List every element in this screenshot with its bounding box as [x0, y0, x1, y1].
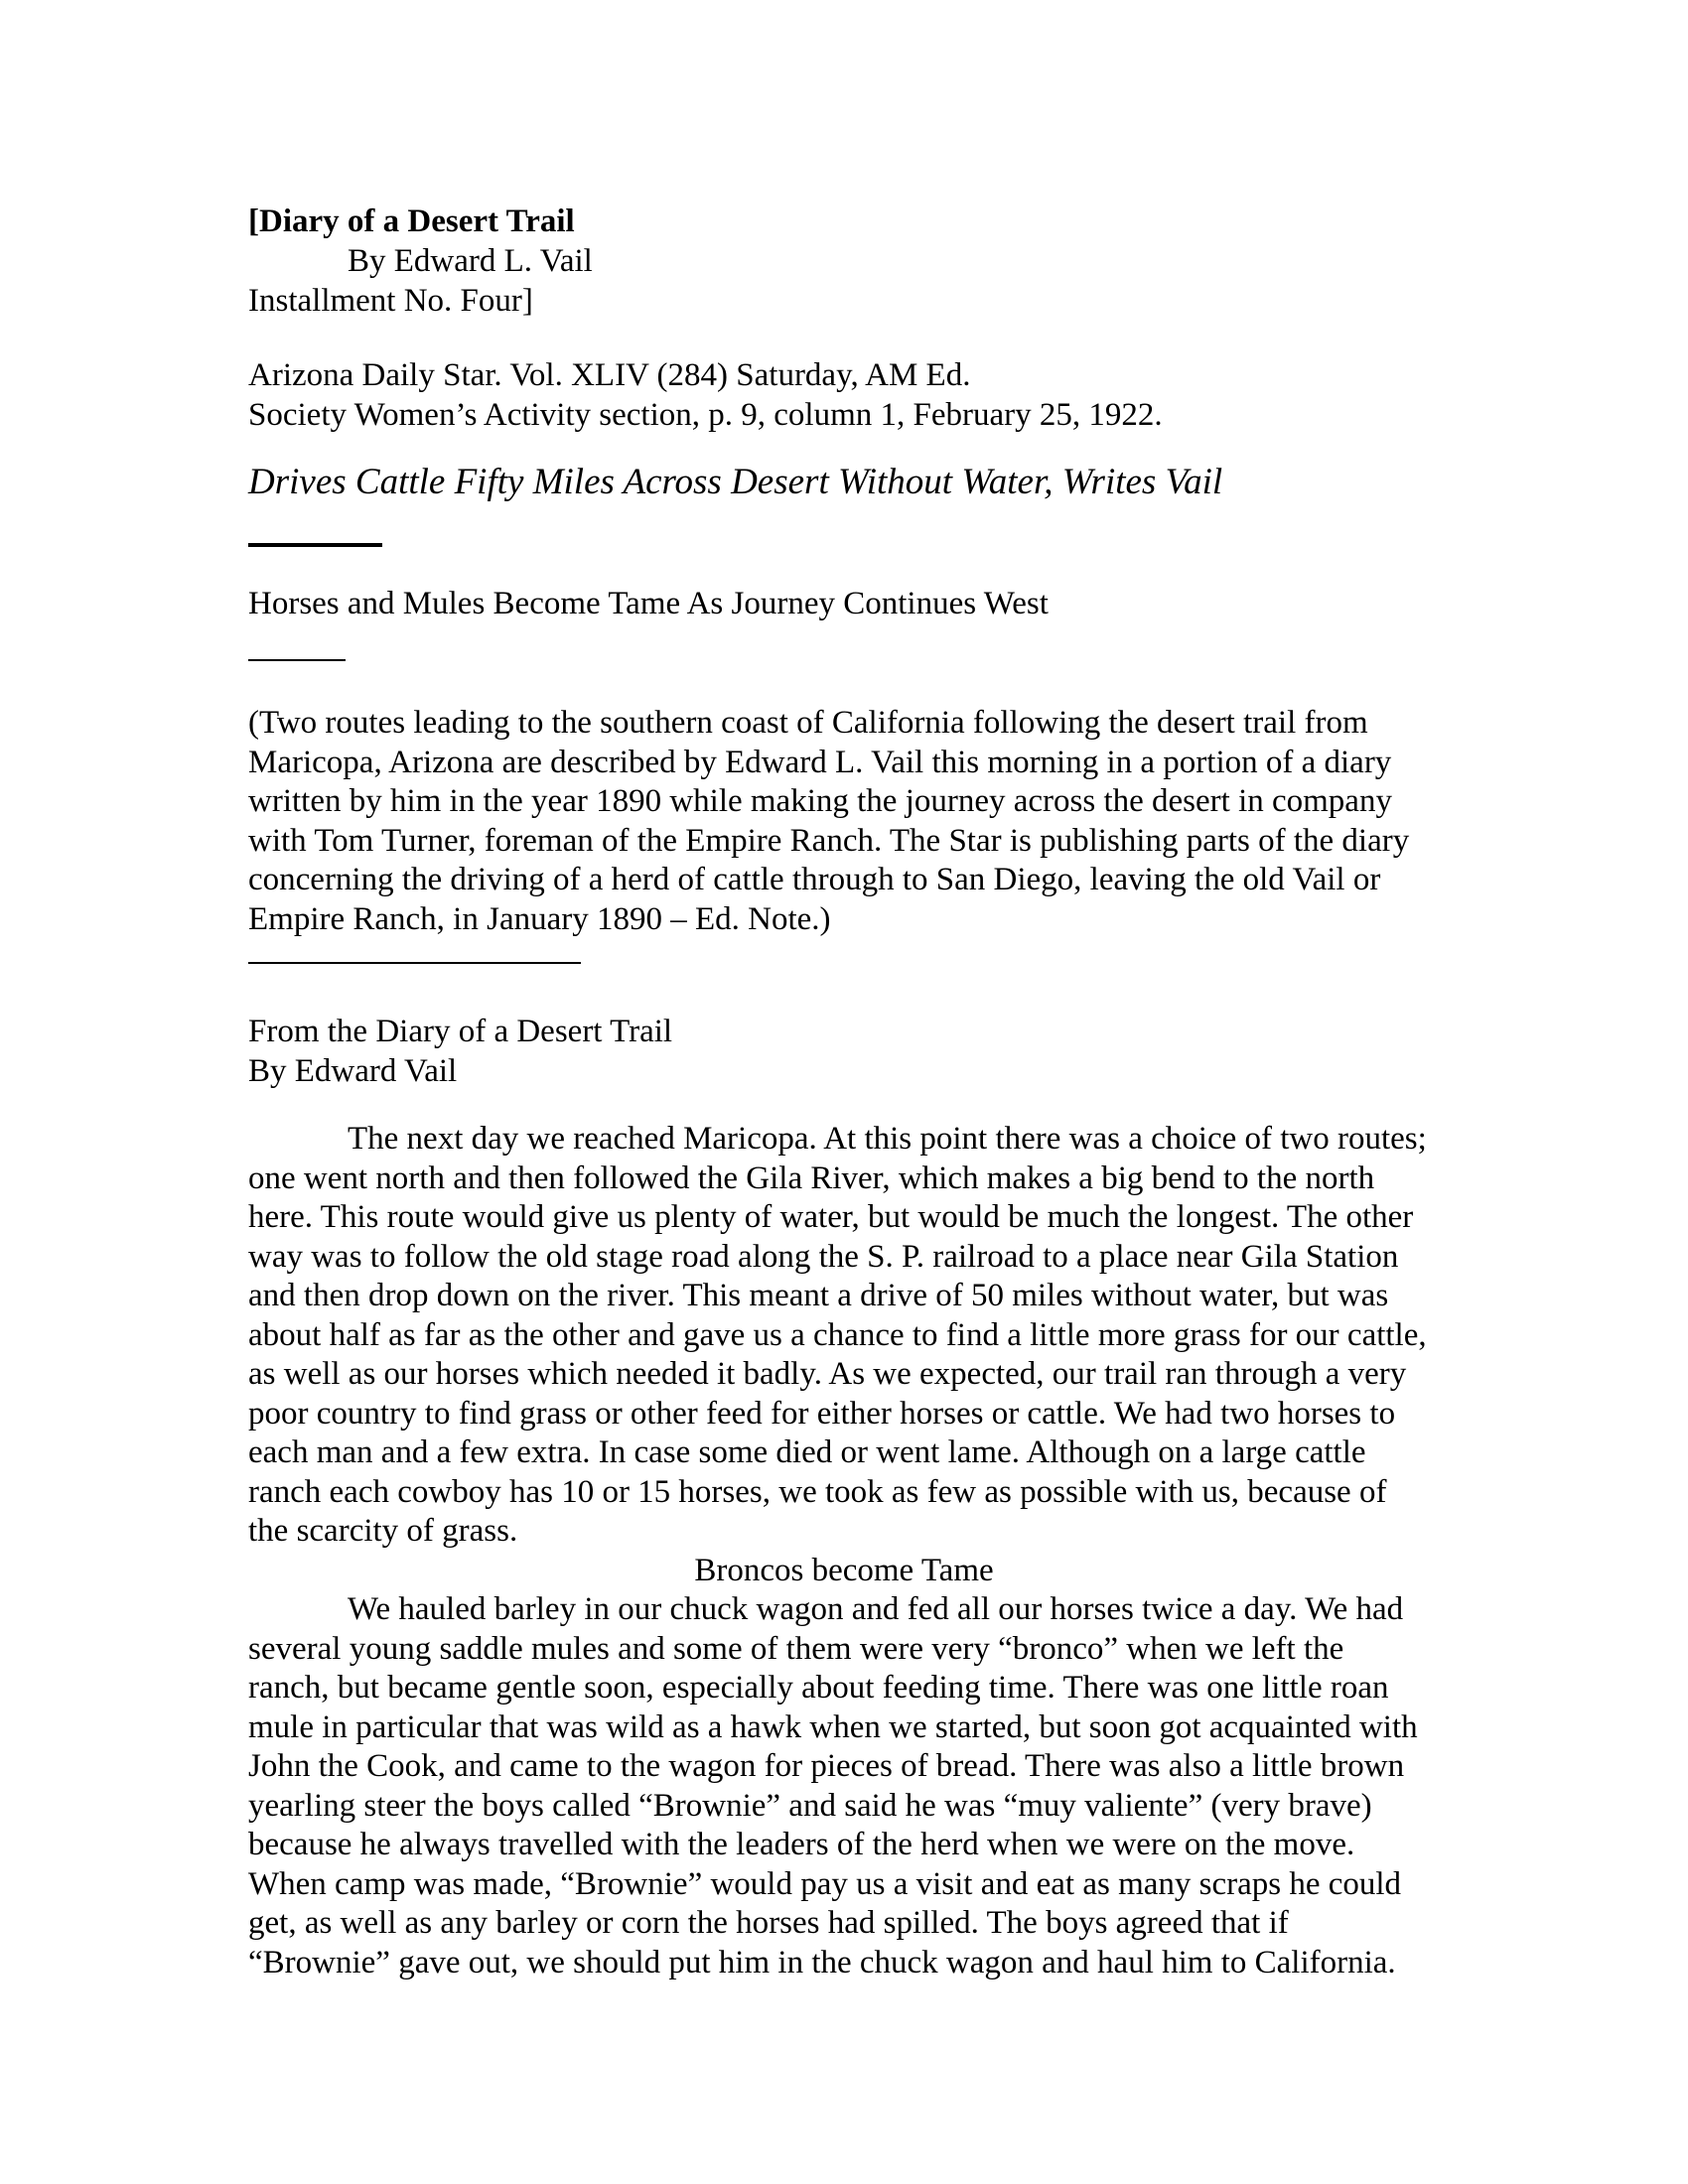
article-subhead: Horses and Mules Become Tame As Journey Continues West	[248, 586, 1049, 621]
text-line: several young saddle mules and some of them were very “bronco” when we left the	[248, 1630, 1344, 1667]
text-line: because he always travelled with the leaders of the herd when we were on the move.	[248, 1827, 1355, 1862]
text-line: Empire Ranch, in January 1890 – Ed. Note.)	[248, 900, 831, 937]
text-line: written by him in the year 1890 while making the journey across the desert in company	[248, 783, 1392, 819]
article-headline: Drives Cattle Fifty Miles Across Desert Without Water, Writes Vail	[248, 462, 1223, 502]
text-line: way was to follow the old stage road along the S. P. railroad to a place near Gila Station	[248, 1238, 1399, 1275]
diary-source-line: From the Diary of a Desert Trail	[248, 1014, 673, 1049]
headline-divider	[248, 543, 382, 547]
text-line: We hauled barley in our chuck wagon and fed all our horses twice a day. We had	[348, 1591, 1404, 1627]
text-line: ranch each cowboy has 10 or 15 horses, we took as few as possible with us, because of	[248, 1473, 1387, 1510]
document-title: [Diary of a Desert Trail	[248, 204, 575, 239]
installment-line: Installment No. Four]	[248, 283, 533, 319]
publication-section: Society Women’s Activity section, p. 9, column 1, February 25, 1922.	[248, 397, 1163, 433]
editor-note	[248, 704, 1440, 939]
text-line: Maricopa, Arizona are described by Edward L. Vail this morning in a portion of a diary	[248, 744, 1392, 780]
publication-block	[248, 355, 1440, 435]
text-line: “Brownie” gave out, we should put him in the chuck wagon and haul him to California.	[248, 1944, 1396, 1980]
text-line: each man and a few extra. In case some died or went lame. Although on a large cattle	[248, 1434, 1366, 1470]
text-line: here. This route would give us plenty of water, but would be much the longest. The other	[248, 1199, 1414, 1235]
text-line: mule in particular that was wild as a hawk when we started, but soon got acquainted with	[248, 1708, 1418, 1745]
byline-block	[248, 1012, 1440, 1091]
text-line: the scarcity of grass.	[248, 1513, 518, 1549]
paragraph-routes	[248, 1120, 1440, 1552]
paragraph-broncos	[248, 1590, 1440, 1982]
text-line: When camp was made, “Brownie” would pay us a visit and eat as many scraps he could	[248, 1865, 1402, 1902]
text-line: about half as far as the other and gave us a chance to find a little more grass for our cattle,	[248, 1316, 1427, 1353]
text-line: get, as well as any barley or corn the horses had spilled. The boys agreed that if	[248, 1905, 1289, 1941]
text-line: with Tom Turner, foreman of the Empire Ranch. The Star is publishing parts of the diary	[248, 822, 1410, 859]
text-line: yearling steer the boys called “Brownie” and said he was “muy valiente” (very brave)	[248, 1787, 1372, 1824]
text-line: John the Cook, and came to the wagon for pieces of bread. There was also a little brown	[248, 1748, 1405, 1784]
text-line: ranch, but became gentle soon, especially about feeding time. There was one little roan	[248, 1670, 1389, 1706]
text-line: The next day we reached Maricopa. At this point there was a choice of two routes;	[348, 1121, 1427, 1157]
diary-body	[248, 1120, 1440, 1982]
subhead-divider	[248, 659, 346, 661]
note-divider	[248, 962, 581, 964]
text-line: concerning the driving of a herd of cattle through to San Diego, leaving the old Vail or	[248, 862, 1381, 897]
publication-source: Arizona Daily Star. Vol. XLIV (284) Saturday, AM Ed.	[248, 357, 971, 393]
diary-author-line: By Edward Vail	[248, 1053, 458, 1089]
text-line: one went north and then followed the Gila River, which makes a big bend to the north	[248, 1160, 1375, 1196]
text-line: and then drop down on the river. This meant a drive of 50 miles without water, but was	[248, 1278, 1389, 1313]
author-line: By Edward L. Vail	[348, 243, 593, 279]
title-block	[248, 202, 1440, 321]
text-line: (Two routes leading to the southern coast of California following the desert trail from	[248, 705, 1368, 741]
section-heading-broncos: Broncos become Tame	[694, 1552, 994, 1588]
text-line: as well as our horses which needed it badly. As we expected, our trail ran through a very	[248, 1356, 1407, 1392]
text-line: poor country to find grass or other feed for either horses or cattle. We had two horses to	[248, 1395, 1396, 1432]
